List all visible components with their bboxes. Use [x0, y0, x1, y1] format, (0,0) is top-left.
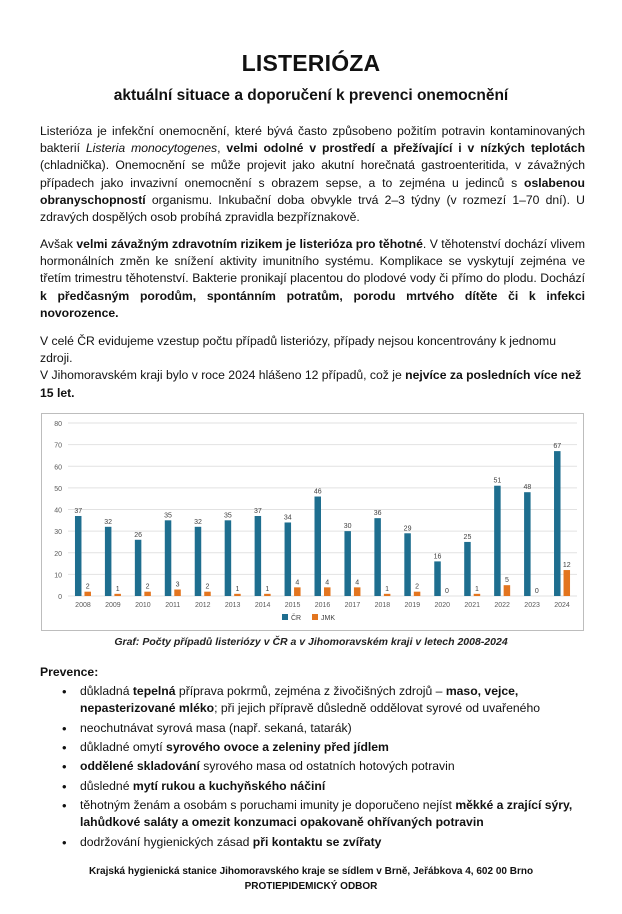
data-label-cr: 46 — [313, 488, 322, 496]
x-tick-label: 2012 — [194, 602, 211, 609]
text-line: V celé ČR evidujeme vzestup počtu případů listeriózy, případy nejsou koncentrovány k jednomu zdroji. — [40, 334, 556, 366]
data-label-cr: 48 — [523, 484, 532, 492]
y-tick-label: 80 — [54, 421, 62, 428]
text-run: důkladná — [80, 684, 133, 698]
legend-label-cr: ČR — [291, 615, 302, 622]
bar-cr — [374, 518, 381, 596]
text-run: (chladnička). Onemocnění se může projevit jako akutní horečnatá gastroenteritida, v závažných případech jako invazivní onemocnění s obrazem sepse, a to zejména u jedinců s — [40, 158, 585, 190]
bar-cr — [75, 516, 82, 596]
y-tick-label: 50 — [54, 485, 62, 493]
data-label-jmk: 2 — [145, 583, 150, 591]
prevention-item — [40, 758, 585, 775]
document-subtitle: aktuální situace a doporučení k prevenci onemocnění — [113, 87, 509, 104]
x-tick-label: 2014 — [254, 602, 271, 609]
text-run-bold: oddělené skladování — [80, 759, 200, 774]
data-label-cr: 35 — [224, 512, 232, 520]
bar-jmk — [234, 594, 241, 596]
data-label-cr: 36 — [373, 510, 382, 518]
prevention-item — [40, 739, 585, 756]
document-title: LISTERIÓZA — [241, 50, 381, 76]
bar-cr — [494, 486, 501, 596]
bar-jmk — [204, 592, 211, 596]
situation-paragraph — [40, 333, 585, 402]
x-tick-label: 2008 — [75, 602, 91, 609]
bar-cr — [344, 531, 351, 596]
text-run: důkladné omytí — [80, 739, 167, 754]
bar-cr — [255, 516, 262, 596]
bar-cr — [195, 527, 202, 596]
y-tick-label: 70 — [54, 442, 62, 450]
text-run: ; při jejich přípravě důsledně oddělovat syrové od uvařeného — [214, 701, 541, 716]
text-run: , — [217, 141, 227, 156]
data-label-jmk: 4 — [325, 579, 330, 587]
x-tick-label: 2021 — [464, 602, 480, 609]
bar-jmk — [324, 587, 331, 596]
bar-jmk — [294, 587, 301, 596]
text-run-bold: mytí rukou a kuchyňského náčiní — [132, 778, 326, 793]
chart-caption: Graf: Počty případů listeriózy v ČR a v Jihomoravském kraji v letech 2008-2024 — [114, 636, 508, 648]
bar-cr — [434, 561, 441, 596]
data-label-cr: 67 — [553, 443, 562, 451]
x-tick-label: 2018 — [374, 602, 391, 609]
y-tick-label: 60 — [54, 464, 62, 472]
text-run: neochutnávat syrová masa (např. sekaná, tatarák) — [80, 720, 352, 735]
text-run: příprava pokrmů, zejména z živočišných zdrojů – — [175, 684, 446, 698]
prevention-item — [40, 834, 585, 851]
data-label-cr: 37 — [74, 507, 83, 515]
bar-jmk — [84, 592, 91, 596]
text-run-bold: při kontaktu se zvířaty — [252, 834, 382, 849]
text-run: těhotným ženám a osobám s poruchami imunity je doporučeno nejíst — [80, 798, 456, 813]
x-tick-label: 2020 — [434, 602, 451, 609]
cases-bar-chart — [41, 413, 584, 631]
data-label-cr: 29 — [403, 525, 412, 533]
y-tick-label: 30 — [54, 529, 62, 537]
text-run: . V těhotenství dochází vlivem hormonálních změn ke snížení aktivity imunitního systému. Komplikace se vyskytují zejména ve třetím trimestru těhotenství. Bakterie pronikají placentou do plodové vody či přímo do plodu. Dochází — [40, 237, 585, 286]
data-label-cr: 37 — [253, 507, 262, 515]
text-run: organismu. Inkubační doba obvykle trvá 2–3 týdny (v rozmezí 1–70 dní). U zdravých dospělých osob probíhá zpravidla bezpříznakově. — [40, 192, 585, 225]
text-run-bold: měkké a zrající sýry, lahůdkové saláty a omezit konzumaci opakovaně ohřívaných potravin — [80, 798, 573, 830]
data-label-cr: 25 — [463, 533, 472, 541]
x-tick-label: 2010 — [135, 602, 151, 609]
bar-jmk — [114, 594, 121, 596]
footer — [0, 864, 622, 894]
data-label-jmk: 1 — [265, 585, 270, 593]
x-tick-label: 2024 — [554, 602, 570, 609]
data-label-cr: 34 — [283, 514, 292, 522]
prevention-title: Prevence: — [40, 665, 99, 679]
bar-jmk — [144, 592, 151, 596]
bar-cr — [404, 533, 411, 596]
bar-cr — [524, 492, 531, 596]
text-run-bold: maso, vejce, nepasterizované mléko — [80, 684, 519, 716]
prevention-item — [40, 797, 585, 831]
text-run: Listerióza je infekční onemocnění, které bývá často způsobeno požitím potravin kontaminovaných bakterií — [40, 124, 585, 156]
data-label-cr: 30 — [343, 523, 352, 531]
data-label-jmk: 1 — [385, 585, 390, 593]
chart-canvas — [42, 414, 585, 632]
data-label-jmk: 1 — [235, 585, 240, 593]
y-tick-label: 40 — [54, 507, 62, 515]
bacteria-name: Listeria monocytogenes — [85, 141, 218, 156]
text-run-bold: velmi závažným zdravotním rizikem je listerióza pro těhotné — [76, 237, 423, 251]
y-tick-label: 10 — [54, 572, 62, 580]
text-run: důsledné — [80, 778, 133, 793]
data-label-jmk: 0 — [445, 588, 449, 595]
bar-jmk — [354, 587, 361, 596]
bar-jmk — [384, 594, 391, 596]
data-label-jmk: 2 — [85, 583, 90, 591]
bar-cr — [135, 540, 142, 596]
data-label-jmk: 12 — [562, 562, 571, 570]
data-label-cr: 51 — [493, 477, 502, 485]
prevention-list — [40, 683, 585, 853]
data-label-jmk: 1 — [115, 585, 120, 593]
data-label-jmk: 2 — [205, 583, 210, 591]
y-tick-label: 0 — [58, 594, 62, 601]
bar-cr — [554, 451, 561, 596]
bar-cr — [315, 497, 322, 596]
text-run: dodržování hygienických zásad — [80, 834, 253, 849]
bar-jmk — [264, 594, 271, 596]
data-label-jmk: 5 — [504, 577, 509, 585]
data-label-jmk: 2 — [415, 583, 420, 591]
x-tick-label: 2009 — [105, 602, 121, 609]
text-run-bold: velmi odolné v prostředí a přežívající i v nízkých teplotách — [226, 141, 586, 156]
prevention-item — [40, 720, 585, 737]
data-label-cr: 26 — [134, 531, 143, 539]
data-label-jmk: 1 — [475, 585, 479, 593]
bar-jmk — [414, 592, 421, 596]
bar-cr — [105, 527, 112, 596]
bar-jmk — [564, 570, 571, 596]
bar-cr — [165, 520, 172, 596]
text-run-bold: syrového ovoce a zeleniny před jídlem — [166, 739, 389, 754]
legend-label-jmk: JMK — [321, 615, 335, 622]
data-label-jmk: 0 — [534, 588, 539, 595]
footer-department: PROTIEPIDEMICKÝ ODBOR — [244, 881, 378, 892]
pregnancy-paragraph — [40, 236, 585, 322]
text-run-bold: k předčasným porodům, spontánním potratům, porodu mrtvého dítěte či k infekci novorozence. — [40, 288, 585, 320]
intro-paragraph — [40, 123, 585, 226]
legend-swatch-jmk — [312, 614, 318, 620]
bar-cr — [285, 522, 292, 596]
x-tick-label: 2015 — [284, 602, 301, 609]
y-tick-label: 20 — [54, 550, 62, 558]
text-run-bold: oslabenou obranyschopností — [40, 175, 585, 207]
bar-jmk — [474, 594, 481, 596]
x-tick-label: 2023 — [524, 602, 540, 609]
data-label-jmk: 4 — [355, 579, 360, 587]
data-label-cr: 32 — [194, 518, 202, 526]
data-label-cr: 35 — [164, 512, 172, 520]
bar-cr — [464, 542, 471, 596]
x-tick-label: 2017 — [344, 602, 361, 609]
text-run-bold: tepelná — [132, 684, 176, 698]
text-run: Avšak — [40, 237, 77, 251]
x-tick-label: 2019 — [404, 602, 421, 609]
text-run: V Jihomoravském kraji bylo v roce 2024 hlášeno 12 případů, což je — [40, 368, 406, 383]
prevention-item — [40, 683, 585, 717]
bar-jmk — [174, 590, 181, 596]
data-label-cr: 16 — [433, 553, 442, 561]
data-label-jmk: 4 — [295, 579, 300, 587]
x-tick-label: 2013 — [224, 602, 241, 609]
x-tick-label: 2011 — [165, 602, 181, 609]
bar-jmk — [504, 585, 511, 596]
footer-address: Krajská hygienická stanice Jihomoravského kraje se sídlem v Brně, Jeřábkova 4, 602 00 Brno — [88, 866, 534, 877]
data-label-cr: 32 — [104, 518, 113, 526]
x-tick-label: 2016 — [314, 602, 331, 609]
text-run-bold: nejvíce za posledních více než 15 let. — [40, 368, 582, 400]
bar-cr — [225, 520, 232, 596]
x-tick-label: 2022 — [494, 602, 510, 609]
text-run: syrového masa od ostatních hotových potravin — [199, 759, 455, 774]
legend-swatch-cr — [282, 614, 288, 620]
prevention-item — [40, 778, 585, 795]
text-line — [40, 367, 585, 401]
data-label-jmk: 3 — [175, 581, 180, 589]
